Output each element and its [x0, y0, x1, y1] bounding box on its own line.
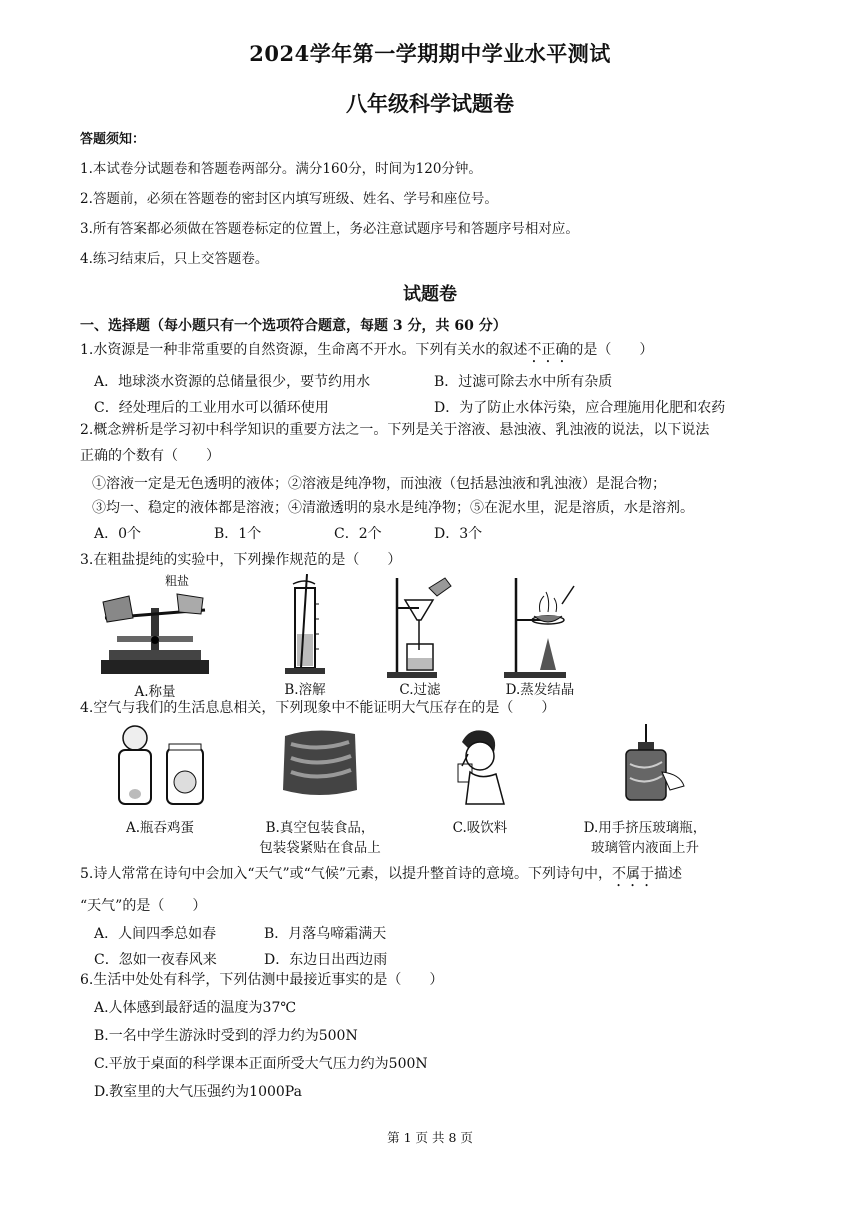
q6-stem: 6.生活中处处有科学，下列估测中最接近事实的是（ ）	[80, 972, 444, 988]
q2-statement-1: ①溶液一定是无色透明的液体；②溶液是纯净物，而浊液（包括悬浊液和乳浊液）是混合物；	[92, 476, 666, 492]
q2-statement-2: ③均一、稳定的液体都是溶液；④清澈透明的泉水是纯净物；⑤在泥水里，泥是溶质，水是溶剂。	[92, 500, 694, 516]
question-3	[80, 548, 820, 572]
q4-label-c: C.吸饮料	[452, 820, 508, 836]
q4-label-a: A.瓶吞鸡蛋	[125, 820, 195, 836]
q3-label-a: A.称量	[134, 684, 176, 700]
q6-option-d: D.教室里的大气压强约为1000Pa	[94, 1084, 302, 1100]
question-2	[80, 418, 820, 546]
q1-option-b: B．过滤可除去水中所有杂质	[434, 374, 613, 390]
child-drinking-icon	[440, 724, 520, 808]
q4-figure-a	[95, 724, 225, 838]
coarse-salt-label: 粗盐	[165, 574, 190, 588]
vacuum-package-icon	[275, 724, 365, 808]
q5-emphasis: 不属于	[611, 866, 654, 882]
q1-emphasis: 不正确	[527, 342, 570, 358]
filter-funnel-icon	[385, 574, 455, 680]
q4-label-b-1: B.真空包装食品，	[265, 820, 375, 836]
q1-option-a: A．地球淡水资源的总储量很少，要节约用水	[94, 374, 371, 390]
q4-label-d-1: D.用手挤压玻璃瓶，	[583, 820, 707, 836]
question-4	[80, 696, 820, 720]
q4-stem: 4.空气与我们的生活息息相关，下列现象中不能证明大气压存在的是（ ）	[80, 700, 556, 716]
q3-figures	[90, 574, 790, 700]
answer-notice	[80, 128, 800, 277]
question-1	[80, 338, 820, 420]
q2-option-d: D．3个	[434, 526, 483, 542]
q3-figure-c	[370, 574, 470, 700]
q3-stem: 3.在粗盐提纯的实验中，下列操作规范的是（ ）	[80, 552, 402, 568]
q1-option-c: C．经处理后的工业用水可以循环使用	[94, 400, 329, 416]
q4-figure-d	[560, 724, 730, 858]
q2-option-c: C．2个	[334, 526, 382, 542]
part1-title: 一、选择题（每小题只有一个选项符合题意，每题 3 分，共 60 分）	[80, 318, 507, 334]
exam-subtitle: 八年级科学试题卷	[346, 91, 514, 116]
q5-option-a: A．人间四季总如春	[94, 926, 217, 942]
q3-label-c: C.过滤	[399, 682, 441, 698]
q2-stem-2: 正确的个数有（ ）	[80, 448, 220, 464]
page-footer: 第 1 页 共 8 页	[387, 1130, 473, 1145]
q4-figures	[90, 724, 790, 864]
q5-option-d: D．东边日出西边雨	[264, 952, 388, 968]
part-heading	[80, 314, 820, 338]
q2-stem-1: 2.概念辨析是学习初中科学知识的重要方法之一。下列是关于溶液、悬浊液、乳浊液的说法，以下说法	[80, 422, 710, 438]
notice-heading: 答题须知：	[80, 132, 146, 147]
q3-figure-d	[485, 574, 595, 700]
q4-label-b-2: 包装袋紧贴在食品上	[259, 840, 381, 856]
q3-figure-b	[255, 574, 355, 700]
q3-label-d: D.蒸发结晶	[505, 682, 575, 698]
q5-option-b: B．月落乌啼霜满天	[264, 926, 387, 942]
q3-figure-a	[95, 574, 215, 702]
q4-figure-b	[240, 724, 400, 858]
notice-item: 3.所有答案都必须做在答题卷标定的位置上，务必注意试题序号和答题序号相对应。	[80, 221, 579, 237]
q4-label-d-2: 玻璃管内液面上升	[591, 840, 699, 856]
notice-item: 2.答题前，必须在答题卷的密封区内填写班级、姓名、学号和座位号。	[80, 191, 498, 207]
jar-egg-icon	[105, 724, 215, 808]
q6-option-a: A.人体感到最舒适的温度为37℃	[94, 1000, 297, 1016]
q6-option-b: B.一名中学生游泳时受到的浮力约为500N	[94, 1028, 358, 1044]
q5-stem-2: “天气”的是（ ）	[80, 898, 207, 914]
question-5	[80, 862, 820, 972]
notice-item: 4.练习结束后，只上交答题卷。	[80, 251, 269, 267]
q5-stem: 5.诗人常常在诗句中会加入“天气”或“气候”元素，以提升整首诗的意境。下列诗句中，不属于描述	[80, 866, 682, 882]
q4-figure-c	[415, 724, 545, 838]
q3-label-b: B.溶解	[284, 682, 326, 698]
notice-item: 1.本试卷分试题卷和答题卷两部分。满分160分，时间为120分钟。	[80, 161, 482, 177]
q1-option-d: D．为了防止水体污染，应合理施用化肥和农药	[434, 400, 726, 416]
q2-option-b: B．1个	[214, 526, 262, 542]
q6-option-c: C.平放于桌面的科学课本正面所受大气压力约为500N	[94, 1056, 428, 1072]
evaporating-dish-icon	[500, 574, 580, 680]
q2-option-a: A．0个	[94, 526, 142, 542]
q5-option-c: C．忽如一夜春风来	[94, 952, 217, 968]
squeeze-bottle-icon	[600, 724, 690, 808]
section-title: 试题卷	[403, 284, 457, 305]
q1-stem: 1.水资源是一种非常重要的自然资源，生命离不开水。下列有关水的叙述不正确的是（ ）	[80, 342, 654, 358]
question-6	[80, 968, 820, 1104]
balance-icon	[95, 588, 215, 680]
exam-title: 2024学年第一学期期中学业水平测试	[249, 41, 611, 66]
graduated-cylinder-icon	[275, 574, 335, 680]
